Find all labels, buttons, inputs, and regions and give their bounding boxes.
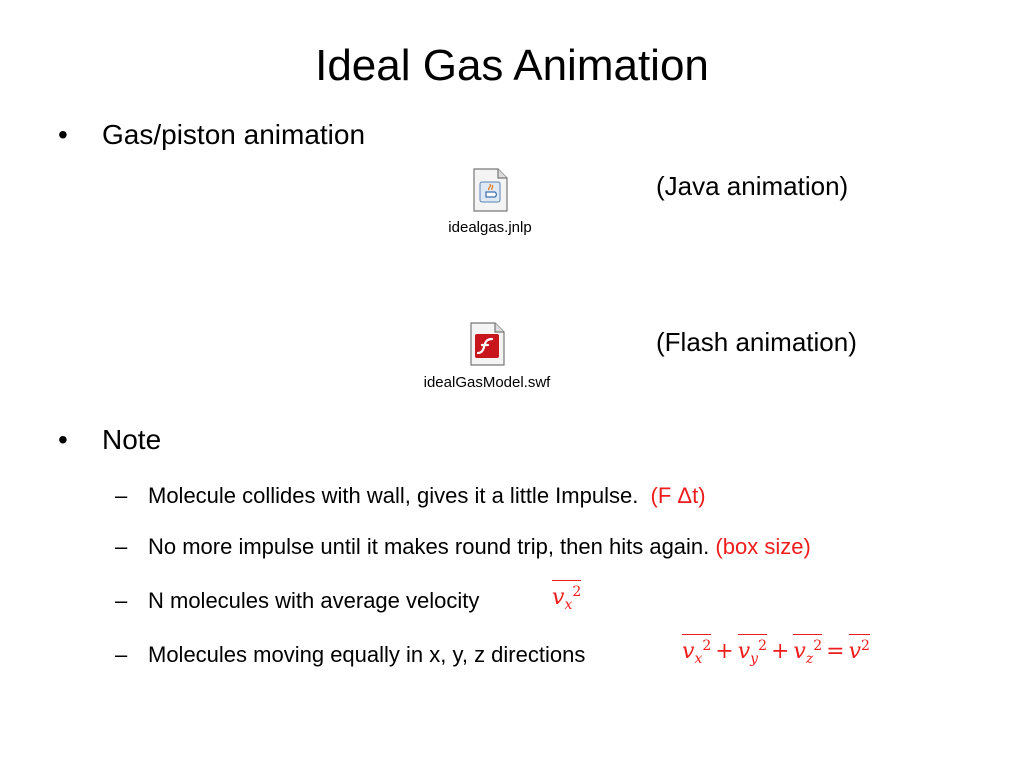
java-file-icon[interactable]	[471, 168, 509, 212]
plus-sign: +	[715, 639, 734, 664]
bullet-note	[58, 423, 161, 457]
plus-sign: +	[770, 639, 790, 664]
flash-file-label[interactable]: idealGasModel.swf	[423, 374, 551, 391]
flash-caption: (Flash animation)	[656, 327, 857, 357]
subbullet-xyz-directions	[115, 640, 585, 670]
subbullet-note: (F Δt)	[650, 483, 706, 508]
vx-squared-avg: $v_x^2$	[682, 634, 711, 667]
bullet-text: Note	[102, 424, 162, 455]
dash-marker: –	[115, 483, 128, 508]
subbullet-average-velocity	[115, 586, 479, 616]
equals-sign: =	[826, 639, 845, 664]
subbullet-text: N molecules with average velocity	[148, 588, 480, 613]
vy-squared-avg: $v_y^2$	[738, 634, 767, 667]
java-file-label[interactable]: idealgas.jnlp	[448, 219, 532, 236]
subbullet-round-trip	[115, 532, 811, 562]
bullet-text: Gas/piston animation	[102, 119, 366, 150]
subbullet-text: No more impulse until it makes round trip, then hits again.	[148, 534, 710, 559]
formula-avg-velocity	[552, 580, 581, 613]
bullet-marker: •	[58, 119, 68, 150]
vx-squared-avg: $v_x^2$	[552, 580, 581, 613]
flash-file-icon[interactable]	[468, 322, 506, 366]
subbullet-impulse	[115, 481, 706, 511]
dash-marker: –	[115, 642, 128, 667]
bullet-gas-piston	[58, 118, 365, 152]
subbullet-text: Molecule collides with wall, gives it a little Impulse.	[148, 483, 639, 508]
slide-title: Ideal Gas Animation	[315, 41, 709, 90]
bullet-marker: •	[58, 424, 68, 455]
vz-squared-avg: $v_z^2$	[793, 634, 822, 667]
v-squared-avg: $v^2$	[849, 634, 870, 664]
dash-marker: –	[115, 588, 128, 613]
formula-velocity-sum	[682, 634, 870, 667]
dash-marker: –	[115, 534, 128, 559]
java-caption: (Java animation)	[656, 171, 849, 201]
subbullet-text: Molecules moving equally in x, y, z directions	[148, 642, 586, 667]
subbullet-note: (box size)	[715, 534, 811, 559]
